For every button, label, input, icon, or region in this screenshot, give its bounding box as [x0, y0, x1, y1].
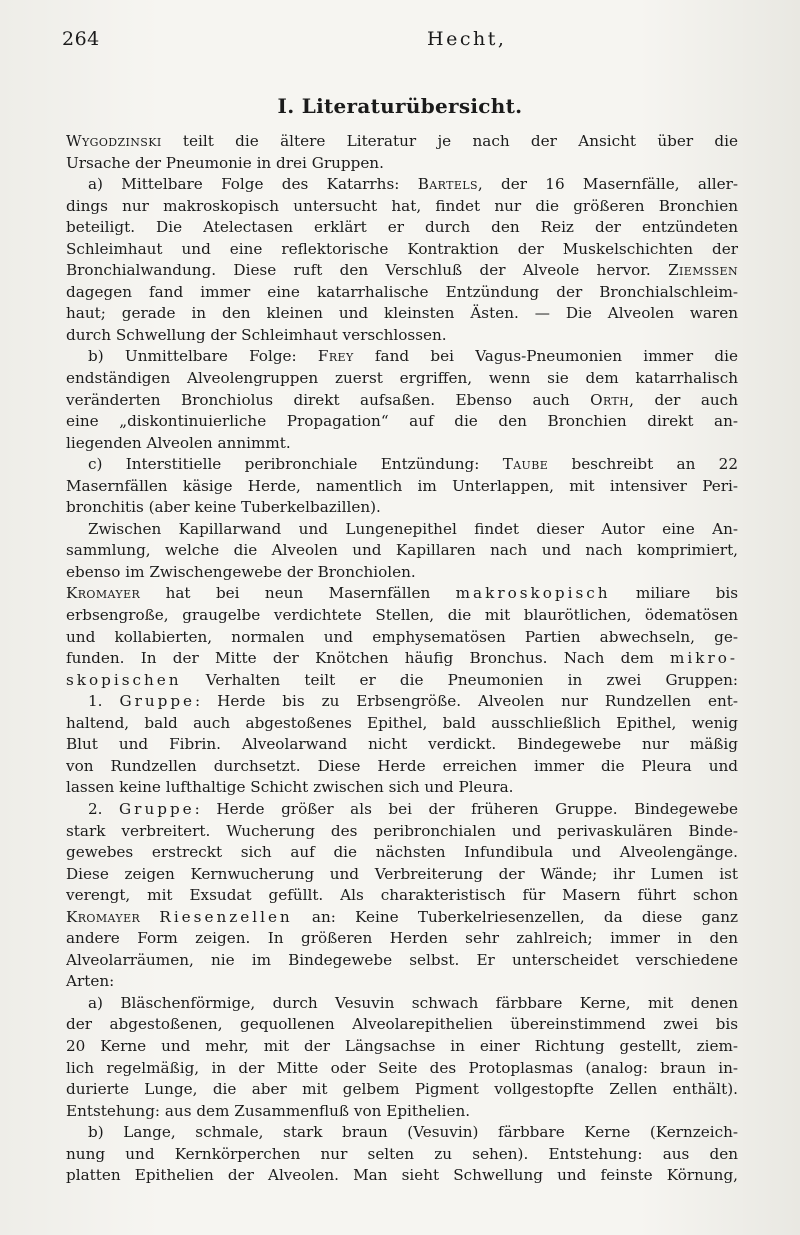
text-line: nung und Kernkörperchen nur selten zu sehen). Entstehung: aus den [66, 1144, 738, 1163]
text-line: c) Interstitielle peribronchiale Entzündung: Taube beschreibt an 22 [88, 455, 738, 474]
author-name: Bartels [417, 175, 478, 194]
text-line: skopischen Verhalten teilt er die Pneumonien in zwei Gruppen: [66, 670, 738, 689]
author-name: Ziemssen [668, 261, 738, 280]
text-line: 1. Gruppe: Herde bis zu Erbsengröße. Alveolen nur Rundzellen ent- [88, 692, 738, 711]
text-line: a) Mittelbare Folge des Katarrhs: Bartels, der 16 Masernfälle, aller- [88, 175, 738, 194]
author-name: Orth [590, 390, 630, 409]
text-line: platten Epithelien der Alveolen. Man sieht Schwellung und feinste Körnung, [66, 1166, 738, 1185]
text-line: Blut und Fibrin. Alveolarwand nicht verdickt. Bindegewebe nur mäßig [66, 735, 738, 754]
text-line: durierte Lunge, die aber mit gelbem Pigment vollgestopfte Zellen enthält). [66, 1080, 738, 1099]
author-name: Kromayer [66, 907, 141, 926]
text-line: Alveolarräumen, nie im Bindegewebe selbst. Er unterscheidet verschiedene [66, 950, 738, 969]
text-line: dagegen fand immer eine katarrhalische Entzündung der Bronchialschleim- [66, 282, 738, 301]
emphasis-text: skopischen [66, 670, 182, 689]
text-line: Arten: [66, 972, 115, 991]
body-text [66, 131, 738, 1187]
author-name: Frey [317, 347, 354, 366]
text-line: lich regelmäßig, in der Mitte oder Seite des Protoplasmas (analog: braun in- [66, 1058, 738, 1077]
text-line: endständigen Alveolengruppen zuerst ergriffen, wenn sie dem katarrhalisch [66, 369, 738, 388]
text-line: dings nur makroskopisch untersucht hat, findet nur die größeren Bronchien [66, 196, 738, 215]
author-name: Kromayer [66, 584, 141, 603]
text-line: Kromayer hat bei neun Masernfällen makroskopisch miliare bis [66, 584, 738, 603]
text-line: ebenso im Zwischengewebe der Bronchiolen. [66, 562, 416, 581]
text-line: Bronchialwandung. Diese ruft den Verschluß der Alveole hervor. Ziemssen [66, 261, 738, 280]
text-line: verengt, mit Exsudat gefüllt. Als charakteristisch für Masern führt schon [66, 886, 738, 905]
text-line: haut; gerade in den kleinen und kleinsten Ästen. — Die Alveolen waren [66, 304, 738, 323]
text-line: Kromayer Riesenzellen an: Keine Tuberkelriesenzellen, da diese ganz [66, 907, 738, 926]
text-line: eine „diskontinuierliche Propagation“ auf die den Bronchien direkt an- [66, 412, 738, 431]
emphasis-text: Gruppe [119, 692, 196, 711]
page-header [62, 28, 740, 58]
text-line: und kollabierten, normalen und emphysematösen Partien abwechseln, ge- [66, 627, 738, 646]
text-line: durch Schwellung der Schleimhaut verschlossen. [66, 325, 447, 344]
text-line: Diese zeigen Kernwucherung und Verbreiterung der Wände; ihr Lumen ist [66, 864, 738, 883]
emphasis-text: Riesenzellen [159, 907, 293, 926]
text-line: bronchitis (aber keine Tuberkelbazillen). [66, 498, 381, 517]
text-line: liegenden Alveolen annimmt. [66, 433, 291, 452]
text-line: 20 Kerne und mehr, mit der Längsachse in einer Richtung gestellt, ziem- [66, 1036, 738, 1055]
text-line: Masernfällen käsige Herde, namentlich im Unterlappen, mit intensiver Peri- [66, 476, 738, 495]
emphasis-text: mikro- [670, 649, 738, 668]
text-line: Entstehung: aus dem Zusammenfluß von Epithelien. [66, 1101, 471, 1120]
text-line: b) Lange, schmale, stark braun (Vesuvin) färbbare Kerne (Kernzeich- [88, 1123, 738, 1142]
running-title: Hecht, [427, 28, 507, 50]
text-line: stark verbreitert. Wucherung des peribronchialen und perivaskulären Binde- [66, 821, 738, 840]
text-line: von Rundzellen durchsetzt. Diese Herde erreichen immer die Pleura und [66, 756, 738, 775]
author-name: Taube [502, 455, 549, 474]
author-name: Wygodzinski [66, 132, 162, 150]
text-line: funden. In der Mitte der Knötchen häufig Bronchus. Nach dem mikro- [66, 649, 738, 668]
text-line: erbsengroße, graugelbe verdichtete Stellen, die mit blaurötlichen, ödematösen [66, 606, 738, 625]
text-line: Schleimhaut und eine reflektorische Kontraktion der Muskelschichten der [66, 239, 738, 258]
text-line: beteiligt. Die Atelectasen erklärt er durch den Reiz der entzündeten [66, 218, 738, 237]
text-line: gewebes erstreckt sich auf die nächsten Infundibula und Alveolengänge. [66, 843, 738, 862]
emphasis-text: Gruppe [119, 799, 195, 818]
text-line: lassen keine lufthaltige Schicht zwischen sich und Pleura. [66, 778, 514, 797]
text-line: a) Bläschenförmige, durch Vesuvin schwach färbbare Kerne, mit denen [88, 993, 738, 1012]
text-line: Wygodzinski teilt die ältere Literatur je nach der Ansicht über die [66, 132, 738, 150]
text-line: Zwischen Kapillarwand und Lungenepithel findet dieser Autor eine An- [88, 519, 738, 538]
text-line: b) Unmittelbare Folge: Frey fand bei Vagus-Pneumonien immer die [88, 347, 738, 366]
text-line: veränderten Bronchiolus direkt aufsaßen. Ebenso auch Orth, der auch [66, 390, 738, 409]
text-line: der abgestoßenen, gequollenen Alveolarepithelien übereinstimmend zwei bis [66, 1015, 738, 1034]
page-number: 264 [62, 28, 100, 50]
text-line: sammlung, welche die Alveolen und Kapillaren nach und nach komprimiert, [66, 541, 738, 560]
text-line: andere Form zeigen. In größeren Herden sehr zahlreich; immer in den [66, 929, 738, 948]
section-title: I. Literaturübersicht. [277, 94, 523, 118]
text-line: Ursache der Pneumonie in drei Gruppen. [66, 153, 384, 172]
text-line: haltend, bald auch abgestoßenes Epithel, bald ausschließlich Epithel, wenig [66, 713, 738, 732]
text-line: 2. Gruppe: Herde größer als bei der früheren Gruppe. Bindegewebe [88, 799, 738, 818]
emphasis-text: makroskopisch [455, 584, 611, 603]
